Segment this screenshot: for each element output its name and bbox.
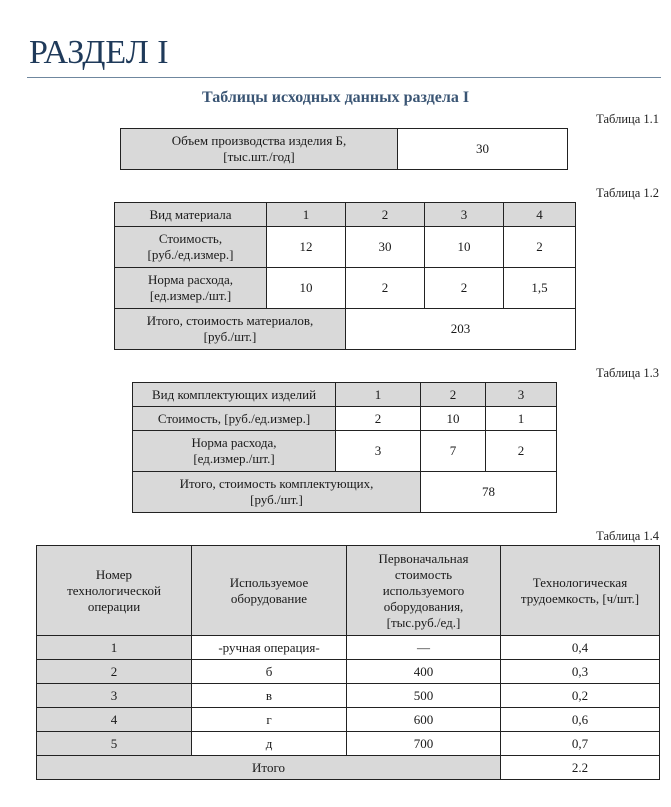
cell: 10 xyxy=(425,227,504,268)
cell: 2 xyxy=(425,268,504,309)
table-row xyxy=(115,268,576,309)
table-row xyxy=(133,472,557,513)
table-header-row xyxy=(37,546,660,636)
header-cell-op-number: Номер технологической операции xyxy=(37,546,192,636)
labor-intensity: 0,7 xyxy=(501,732,660,756)
table-1-2-caption: Таблица 1.2 xyxy=(596,186,659,200)
labor-intensity: 0,6 xyxy=(501,708,660,732)
section-title: РАЗДЕЛ I xyxy=(29,34,169,71)
cell: 7 xyxy=(421,431,486,472)
initial-cost: 500 xyxy=(347,684,501,708)
header-cell: 3 xyxy=(425,203,504,227)
table-row xyxy=(37,684,660,708)
table-row xyxy=(133,407,557,431)
cell: 3 xyxy=(336,431,421,472)
op-number: 3 xyxy=(37,684,192,708)
initial-cost: 600 xyxy=(347,708,501,732)
cell: 2 xyxy=(504,227,576,268)
row-label: Стоимость, [руб./ед.измер.] xyxy=(133,407,336,431)
cell: 1,5 xyxy=(504,268,576,309)
table-row xyxy=(37,756,660,780)
equipment: д xyxy=(192,732,347,756)
table-1-1 xyxy=(120,128,568,170)
cell: 2 xyxy=(346,268,425,309)
equipment: г xyxy=(192,708,347,732)
equipment: -ручная операция- xyxy=(192,636,347,660)
initial-cost: 400 xyxy=(347,660,501,684)
cell: 30 xyxy=(346,227,425,268)
row-label: Стоимость, [руб./ед.измер.] xyxy=(115,227,267,268)
cell: 2 xyxy=(486,431,557,472)
cell: 10 xyxy=(421,407,486,431)
header-cell: 1 xyxy=(267,203,346,227)
table-row xyxy=(37,660,660,684)
header-cell: 1 xyxy=(336,383,421,407)
equipment: в xyxy=(192,684,347,708)
table-row xyxy=(133,431,557,472)
table-1-3-caption: Таблица 1.3 xyxy=(596,366,659,380)
op-number: 2 xyxy=(37,660,192,684)
table-1-4 xyxy=(36,545,660,780)
cell: 2 xyxy=(336,407,421,431)
equipment: б xyxy=(192,660,347,684)
header-cell: Вид комплектующих изделий xyxy=(133,383,336,407)
total-value: 203 xyxy=(346,309,576,350)
table-1-1-caption: Таблица 1.1 xyxy=(596,112,659,126)
cell: 12 xyxy=(267,227,346,268)
table-row xyxy=(115,203,576,227)
cell: 10 xyxy=(267,268,346,309)
header-cell: 3 xyxy=(486,383,557,407)
table-row xyxy=(115,309,576,350)
total-label: Итого, стоимость комплектующих, [руб./шт.] xyxy=(133,472,421,513)
table-1-3 xyxy=(132,382,557,513)
production-volume-value: 30 xyxy=(398,129,568,170)
table-row xyxy=(37,732,660,756)
op-number: 5 xyxy=(37,732,192,756)
title-divider xyxy=(27,77,661,78)
labor-intensity: 0,4 xyxy=(501,636,660,660)
table-row xyxy=(115,227,576,268)
production-volume-label: Объем производства изделия Б, [тыс.шт./год] xyxy=(121,129,398,170)
header-cell: 2 xyxy=(421,383,486,407)
table-1-2 xyxy=(114,202,576,350)
op-number: 4 xyxy=(37,708,192,732)
op-number: 1 xyxy=(37,636,192,660)
total-label: Итого xyxy=(37,756,501,780)
labor-intensity: 0,2 xyxy=(501,684,660,708)
total-value: 78 xyxy=(421,472,557,513)
header-cell: 4 xyxy=(504,203,576,227)
header-cell: 2 xyxy=(346,203,425,227)
header-cell: Вид материала xyxy=(115,203,267,227)
row-label: Норма расхода, [ед.измер./шт.] xyxy=(133,431,336,472)
labor-intensity: 0,3 xyxy=(501,660,660,684)
header-cell-labor-intensity: Технологическая трудоемкость, [ч/шт.] xyxy=(501,546,660,636)
total-label: Итого, стоимость материалов, [руб./шт.] xyxy=(115,309,346,350)
table-1-4-caption: Таблица 1.4 xyxy=(596,529,659,543)
header-cell-initial-cost: Первоначальная стоимость используемого оборудования, [тыс.руб./ед.] xyxy=(347,546,501,636)
initial-cost: 700 xyxy=(347,732,501,756)
table-row xyxy=(37,708,660,732)
header-cell-equipment: Используемое оборудование xyxy=(192,546,347,636)
page-subtitle: Таблицы исходных данных раздела I xyxy=(201,89,470,106)
total-value: 2.2 xyxy=(501,756,660,780)
table-row xyxy=(133,383,557,407)
cell: 1 xyxy=(486,407,557,431)
table-row xyxy=(37,636,660,660)
initial-cost: — xyxy=(347,636,501,660)
row-label: Норма расхода, [ед.измер./шт.] xyxy=(115,268,267,309)
